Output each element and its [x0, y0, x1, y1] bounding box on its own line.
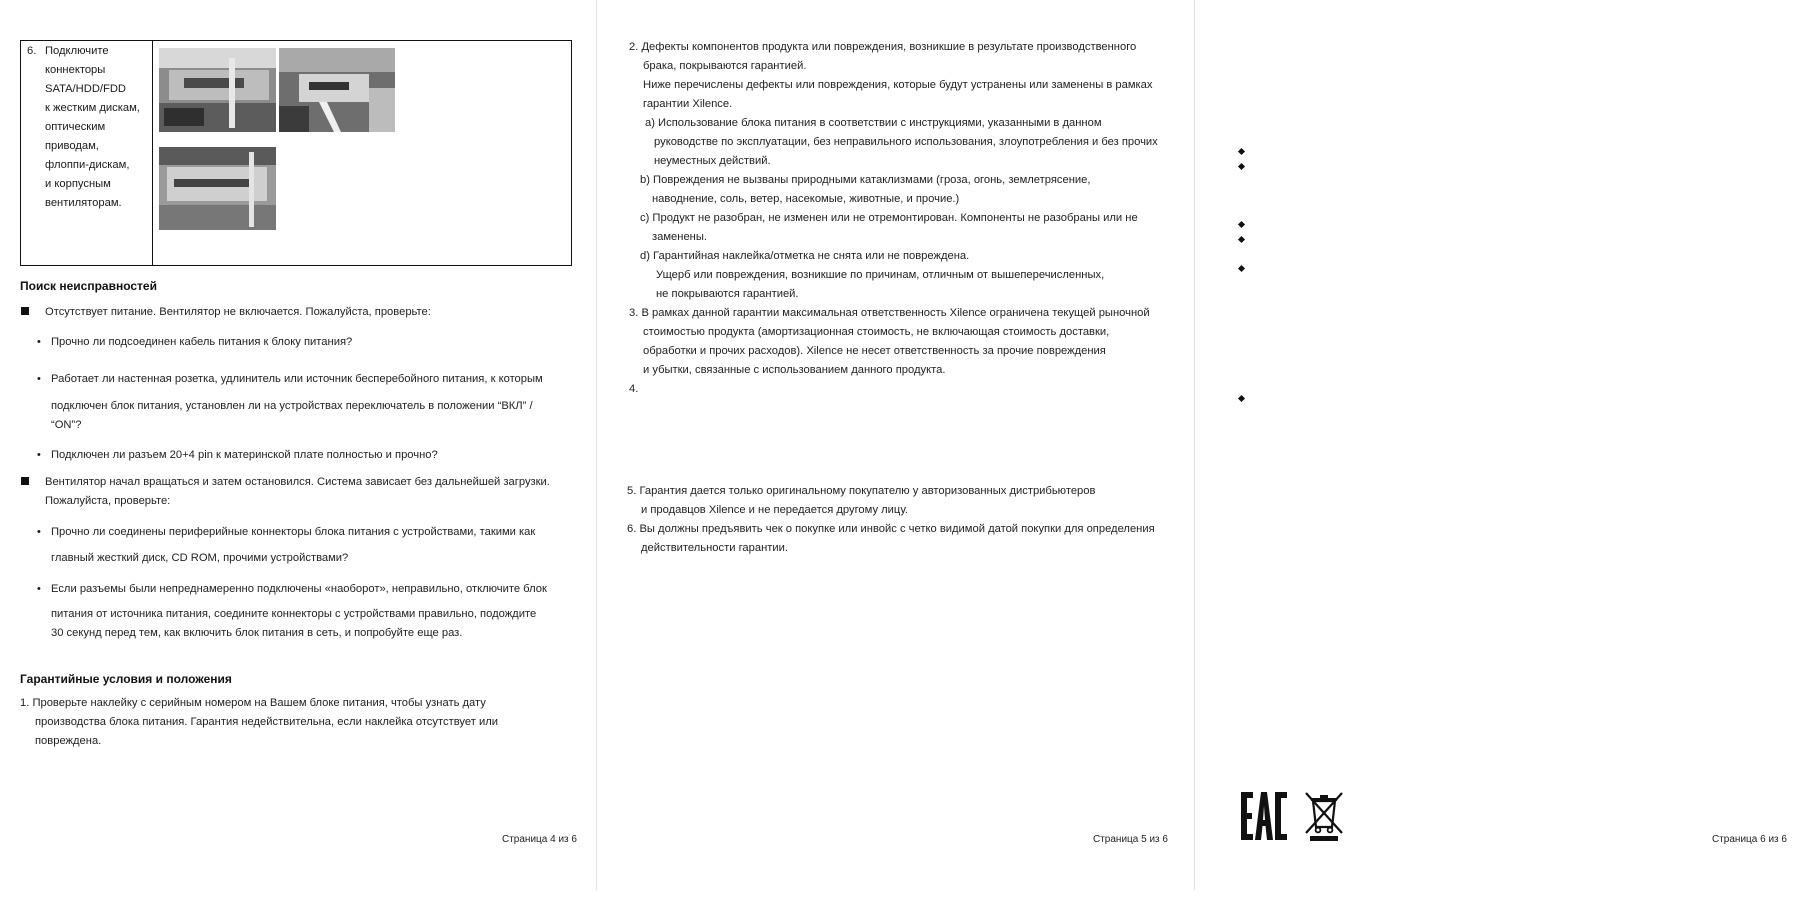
warranty-text-line: наводнение, соль, ветер, насекомые, животные, и прочие.)	[652, 193, 960, 205]
warranty-condition-d: d) Гарантийная наклейка/отметка не снята или не повреждена.	[640, 250, 970, 262]
bullet-icon	[1238, 265, 1245, 272]
connector-photo-3	[159, 147, 276, 230]
check-item-continued: “ON”?	[51, 419, 82, 431]
dot-bullet: •	[37, 373, 41, 385]
warranty-item-2: 2. Дефекты компонентов продукта или повреждения, возникшие в результате производственного	[629, 41, 1137, 53]
check-item-continued: питания от источника питания, соедините коннекторы с устройствами правильно, подождите	[51, 608, 537, 620]
warranty-text-line: стоимостью продукта (амортизационная стоимость, не включающая стоимость доставки,	[643, 326, 1110, 338]
page-4	[0, 0, 596, 918]
square-bullet	[21, 477, 29, 485]
bullet-icon	[1238, 221, 1245, 228]
check-item: Прочно ли подсоединен кабель питания к блоку питания?	[51, 336, 353, 348]
issue-2-text-continued: Пожалуйста, проверьте:	[45, 495, 171, 507]
warranty-text-line: действительности гарантии.	[641, 542, 788, 554]
warranty-text-line: Ущерб или повреждения, возникшие по причинам, отличным от вышеперечисленных,	[656, 269, 1105, 281]
bullet-icon	[1238, 236, 1245, 243]
eac-mark-icon	[1239, 790, 1289, 842]
warranty-text-line: Ниже перечислены дефекты или повреждения, которые будут устранены или заменены в рамках	[643, 79, 1153, 91]
step-line: коннекторы	[45, 64, 106, 76]
warranty-item-1: 1. Проверьте наклейку с серийным номером на Вашем блоке питания, чтобы узнать дату	[20, 697, 486, 709]
check-item: Подключен ли разъем 20+4 pin к материнской плате полностью и прочно?	[51, 449, 438, 461]
page-footer: Страница 6 из 6	[1712, 834, 1787, 845]
connector-photo-2	[279, 48, 395, 132]
warranty-condition-c: c) Продукт не разобран, не изменен или не отремонтирован. Компоненты не разобраны или не	[640, 212, 1138, 224]
warranty-item-1-continued: повреждена.	[35, 735, 102, 747]
check-item: Если разъемы были непреднамеренно подключены «наоборот», неправильно, отключите блок	[51, 583, 547, 595]
weee-bin-icon	[1303, 789, 1345, 841]
dot-bullet: •	[37, 583, 41, 595]
page-footer: Страница 5 из 6	[1093, 834, 1168, 845]
page-6	[1195, 0, 1797, 918]
check-item-continued: 30 секунд перед тем, как включить блок питания в сеть, и попробуйте еще раз.	[51, 627, 463, 639]
check-item: Прочно ли соединены периферийные коннекторы блока питания с устройствами, такими как	[51, 526, 536, 538]
warranty-text-line: и убытки, связанные с использованием данного продукта.	[643, 364, 946, 376]
step-line: вентиляторам.	[45, 197, 122, 209]
bullet-icon	[1238, 163, 1245, 170]
issue-1-text: Отсутствует питание. Вентилятор не включается. Пожалуйста, проверьте:	[45, 306, 431, 318]
warranty-text-line: не покрываются гарантией.	[656, 288, 799, 300]
warranty-condition-a: a) Использование блока питания в соответствии с инструкциями, указанными в данном	[645, 117, 1102, 129]
warranty-item-4: 4.	[629, 383, 639, 395]
bullet-icon	[1238, 148, 1245, 155]
page-5	[597, 0, 1194, 918]
check-item-continued: главный жесткий диск, CD ROM, прочими устройствами?	[51, 552, 349, 564]
page-footer: Страница 4 из 6	[502, 834, 577, 845]
step-line: приводам,	[45, 140, 99, 152]
installation-step-table	[20, 40, 572, 266]
warranty-text-line: гарантии Xilence.	[643, 98, 733, 110]
step-line: и корпусным	[45, 178, 111, 190]
issue-2-text: Вентилятор начал вращаться и затем остановился. Система зависает без дальнейшей загрузки.	[45, 476, 550, 488]
step-line: к жестким дискам,	[45, 102, 140, 114]
warranty-heading: Гарантийные условия и положения	[20, 672, 232, 686]
step-line: SATA/HDD/FDD	[45, 83, 127, 95]
step-description	[45, 42, 140, 213]
warranty-text-line: неуместных действий.	[654, 155, 771, 167]
dot-bullet: •	[37, 336, 41, 348]
connector-photo-1	[159, 48, 276, 132]
step-number: 6.	[27, 45, 37, 57]
warranty-text-line: обработки и прочих расходов). Xilence не несет ответственность за прочие повреждения	[643, 345, 1106, 357]
step-line: Подключите	[45, 45, 109, 57]
warranty-item-5: 5. Гарантия дается только оригинальному покупателю у авторизованных дистрибьютеров	[627, 485, 1096, 497]
check-item: Работает ли настенная розетка, удлинитель или источник бесперебойного питания, к которым	[51, 373, 543, 385]
warranty-text-line: руководстве по эксплуатации, без неправильного использования, злоупотребления и без прочих	[654, 136, 1158, 148]
troubleshooting-heading: Поиск неисправностей	[20, 279, 157, 293]
step-line: оптическим	[45, 121, 106, 133]
warranty-text-line: брака, покрываются гарантией.	[643, 60, 807, 72]
warranty-item-3: 3. В рамках данной гарантии максимальная ответственность Xilence ограничена текущей рыночной	[629, 307, 1150, 319]
dot-bullet: •	[37, 449, 41, 461]
warranty-item-1-continued: производства блока питания. Гарантия недействительна, если наклейка отсутствует или	[35, 716, 498, 728]
step-line: флоппи-дискам,	[45, 159, 130, 171]
table-column-divider	[152, 41, 153, 265]
warranty-text-line: и продавцов Xilence и не передается другому лицу.	[641, 504, 908, 516]
square-bullet	[21, 307, 29, 315]
bullet-icon	[1238, 395, 1245, 402]
warranty-condition-b: b) Повреждения не вызваны природными катаклизмами (гроза, огонь, землетрясение,	[640, 174, 1091, 186]
warranty-item-6: 6. Вы должны предъявить чек о покупке или инвойс с четко видимой датой покупки для определения	[627, 523, 1155, 535]
dot-bullet: •	[37, 526, 41, 538]
check-item-continued: подключен блок питания, установлен ли на устройствах переключатель в положении “ВКЛ” /	[51, 400, 533, 412]
warranty-text-line: заменены.	[652, 231, 707, 243]
